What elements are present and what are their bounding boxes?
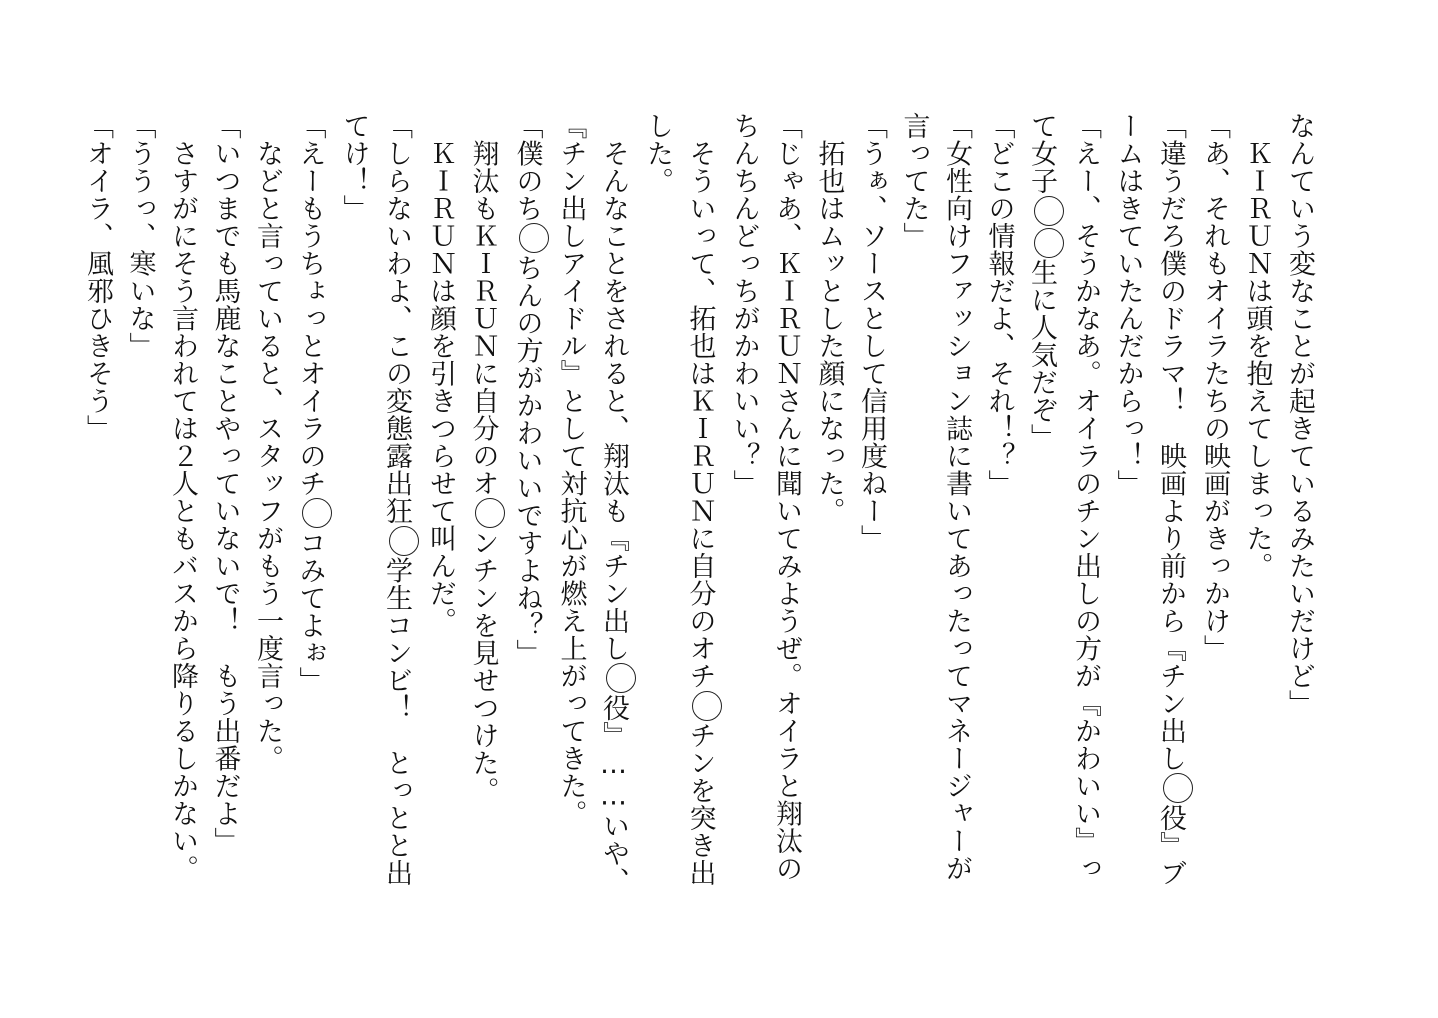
text-line xyxy=(722,112,765,932)
text-line xyxy=(461,112,505,932)
text-line xyxy=(636,112,679,932)
text-segment: そんなことをされると、翔汰も『チン出し xyxy=(598,112,629,662)
text-segment: 「あ、それもオイラたちの映画がきっかけ」 xyxy=(1199,112,1230,662)
text-segment: 「えー、そうかなあ。オイラのチン出しの方が『かわいい』っ xyxy=(1070,112,1101,882)
text-segment: 「うぁ、ソースとして信用度ねー」 xyxy=(856,112,887,552)
censor-circle-icon xyxy=(302,498,332,528)
text-segment: ちんの方がかわいいですよね？」 xyxy=(511,254,543,667)
text-line xyxy=(419,112,462,932)
text-segment: 「じゃあ、ＫＩＲＵＮさんに聞いてみようぜ。オイラと翔汰の xyxy=(771,112,802,882)
text-line xyxy=(505,112,549,932)
text-line xyxy=(1106,112,1149,932)
text-segment: 言ってた」 xyxy=(898,112,930,250)
text-line xyxy=(375,112,419,932)
text-line xyxy=(765,112,808,932)
text-line xyxy=(850,112,893,932)
text-segment: した。 xyxy=(642,112,673,195)
text-segment: なんていう変なことが起きているみたいだけど」 xyxy=(1284,112,1315,717)
text-line xyxy=(892,112,935,932)
text-segment: そういって、拓也はＫＩＲＵＮに自分のオチ xyxy=(684,112,716,690)
text-line xyxy=(592,112,636,932)
censor-circle-icon xyxy=(475,498,505,528)
text-segment: 「ううっ、寒いな」 xyxy=(124,112,156,360)
text-line xyxy=(1064,112,1107,932)
censor-circle-icon xyxy=(606,663,636,693)
censor-circle-icon xyxy=(519,223,549,253)
text-segment: 「えーもうちょっとオイラのチ xyxy=(294,112,326,497)
text-line xyxy=(807,112,850,932)
text-line xyxy=(118,112,161,932)
text-segment: 「しらないわよ、この変態露出狂 xyxy=(381,112,412,525)
text-segment: コみてよぉ」 xyxy=(294,529,326,694)
text-line xyxy=(203,112,246,932)
text-segment: 「僕のち xyxy=(511,112,543,222)
text-segment: 「オイラ、風邪ひきそう」 xyxy=(82,112,113,442)
censor-circle-icon xyxy=(692,691,722,721)
censor-circle-icon xyxy=(1163,773,1193,803)
text-segment: 生に人気だぞ」 xyxy=(1026,258,1057,451)
text-segment: 「いつまでも馬鹿なことやっていないで！ もう出番だよ」 xyxy=(209,112,241,855)
text-line xyxy=(332,112,375,932)
text-segment: チンを突き出 xyxy=(684,721,716,887)
text-segment: 拓也はムッとした顔になった。 xyxy=(813,112,845,525)
text-segment: 役』……いや、 xyxy=(598,694,629,895)
text-segment: 役』ブ xyxy=(1155,804,1186,887)
text-segment: ームはきていたんだからっ！」 xyxy=(1112,112,1144,497)
text-segment: ンチンを見せつけた。 xyxy=(467,529,499,804)
text-line xyxy=(935,112,978,932)
censor-circle-icon xyxy=(1034,228,1064,258)
text-line xyxy=(1278,112,1321,932)
text-segment: 翔汰もＫＩＲＵＮに自分のオ xyxy=(467,112,499,497)
censor-circle-icon xyxy=(389,526,419,556)
text-line xyxy=(1193,112,1236,932)
text-segment: ちんちんどっちがかわいい？」 xyxy=(728,112,760,497)
text-line xyxy=(678,112,722,932)
text-line xyxy=(161,112,204,932)
text-line xyxy=(549,112,592,932)
text-segment: 『チン出しアイドル』として対抗心が燃え上がってきた。 xyxy=(555,112,587,827)
vertical-text-body xyxy=(76,112,1321,932)
text-line xyxy=(1149,112,1193,932)
text-line xyxy=(1020,112,1064,932)
text-segment: ＫＩＲＵＮは頭を抱えてしまった。 xyxy=(1241,112,1273,580)
text-segment: 「違うだろ僕のドラマ！ 映画より前から『チン出し xyxy=(1155,112,1186,772)
text-segment: 学生コンビ！ とっとと出 xyxy=(381,556,412,887)
censor-circle-icon xyxy=(1034,196,1064,226)
text-line xyxy=(288,112,332,932)
text-line xyxy=(246,112,289,932)
text-segment: などと言っていると、スタッフがもう一度言った。 xyxy=(252,112,283,772)
text-segment: 「どこの情報だよ、それ！？」 xyxy=(983,112,1015,497)
text-segment: 「女性向けファッション誌に書いてあったってマネージャーが xyxy=(941,112,972,882)
text-line xyxy=(1235,112,1278,932)
text-line xyxy=(76,112,119,932)
text-line xyxy=(977,112,1020,932)
text-segment: て女子 xyxy=(1026,112,1057,195)
text-segment: てけ！」 xyxy=(338,112,370,222)
text-segment: ＫＩＲＵＮは顔を引きつらせて叫んだ。 xyxy=(425,112,456,635)
text-segment: さすがにそう言われては２人ともバスから降りるしかない。 xyxy=(167,112,198,882)
